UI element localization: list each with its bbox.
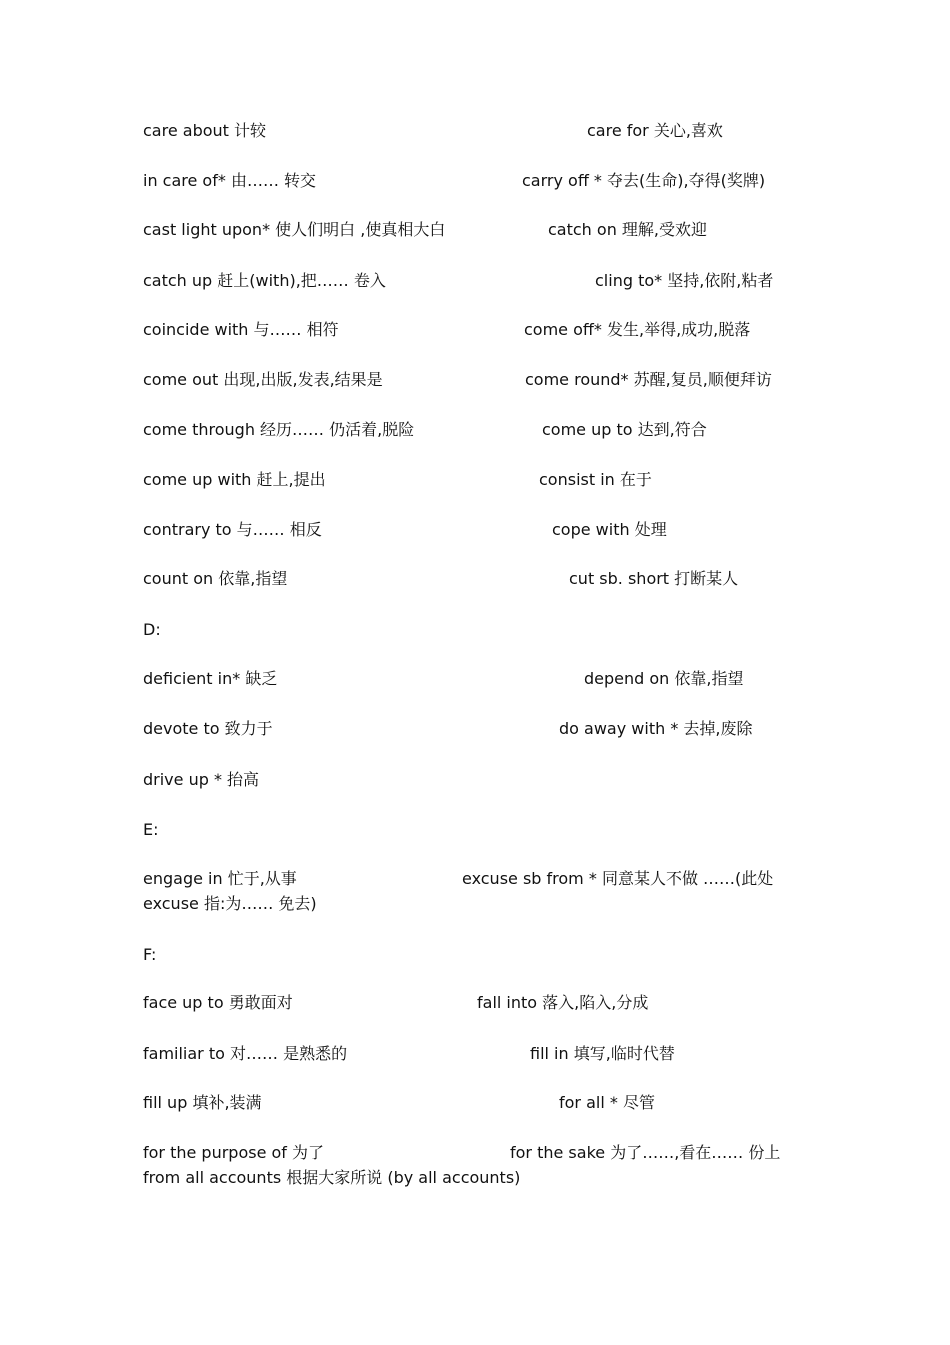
entry-for-the-purpose-of: for the purpose of 为了 bbox=[143, 1143, 325, 1162]
entry-do-away-with: do away with * 去掉,废除 bbox=[559, 719, 753, 738]
entry-fall-into: fall into 落入,陷入,分成 bbox=[477, 993, 649, 1012]
entry-care-for: care for 关心,喜欢 bbox=[587, 121, 723, 140]
entry-excuse-sb-from: excuse sb from * 同意某人不做 ……(此处 bbox=[462, 869, 774, 888]
entry-catch-on: catch on 理解,受欢迎 bbox=[548, 220, 708, 239]
entry-face-up-to: face up to 勇敢面对 bbox=[143, 993, 293, 1012]
entry-come-up-with: come up with 赶上,提出 bbox=[143, 470, 326, 489]
entry-catch-up: catch up 赶上(with),把…… 卷入 bbox=[143, 271, 386, 290]
entry-familiar-to: familiar to 对…… 是熟悉的 bbox=[143, 1044, 348, 1063]
entry-cut-sb-short: cut sb. short 打断某人 bbox=[569, 569, 739, 588]
entry-count-on: count on 依靠,指望 bbox=[143, 569, 288, 588]
entry-come-out: come out 出现,出版,发表,结果是 bbox=[143, 370, 383, 389]
entry-come-through: come through 经历…… 仍活着,脱险 bbox=[143, 420, 415, 439]
entry-come-round: come round* 苏醒,复员,顺便拜访 bbox=[525, 370, 772, 389]
section-heading-f: F: bbox=[143, 945, 157, 964]
entry-come-up-to: come up to 达到,符合 bbox=[542, 420, 707, 439]
entry-cope-with: cope with 处理 bbox=[552, 520, 667, 539]
entry-devote-to: devote to 致力于 bbox=[143, 719, 273, 738]
entry-drive-up: drive up * 抬高 bbox=[143, 770, 260, 789]
section-heading-e: E: bbox=[143, 820, 159, 839]
entry-for-the-sake: for the sake 为了……,看在…… 份上 bbox=[510, 1143, 781, 1162]
entry-from-all-accounts: from all accounts 根据大家所说 (by all accounts) bbox=[143, 1168, 521, 1187]
entry-for-all: for all * 尽管 bbox=[559, 1093, 655, 1112]
entry-engage-in: engage in 忙于,从事 bbox=[143, 869, 297, 888]
entry-cling-to: cling to* 坚持,依附,粘者 bbox=[595, 271, 774, 290]
entry-cast-light-upon: cast light upon* 使人们明白 ,使真相大白 bbox=[143, 220, 446, 239]
entry-consist-in: consist in 在于 bbox=[539, 470, 652, 489]
entry-coincide-with: coincide with 与…… 相符 bbox=[143, 320, 339, 339]
entry-come-off: come off* 发生,举得,成功,脱落 bbox=[524, 320, 751, 339]
entry-carry-off: carry off * 夺去(生命),夺得(奖牌) bbox=[522, 171, 766, 190]
entry-contrary-to: contrary to 与…… 相反 bbox=[143, 520, 322, 539]
section-heading-d: D: bbox=[143, 620, 161, 639]
entry-fill-in: fill in 填写,临时代替 bbox=[530, 1044, 675, 1063]
entry-deficient-in: deficient in* 缺乏 bbox=[143, 669, 278, 688]
entry-fill-up: fill up 填补,装满 bbox=[143, 1093, 262, 1112]
entry-in-care-of: in care of* 由…… 转交 bbox=[143, 171, 317, 190]
entry-excuse-note: excuse 指:为…… 免去) bbox=[143, 894, 317, 913]
entry-depend-on: depend on 依靠,指望 bbox=[584, 669, 744, 688]
entry-care-about: care about 计较 bbox=[143, 121, 267, 140]
